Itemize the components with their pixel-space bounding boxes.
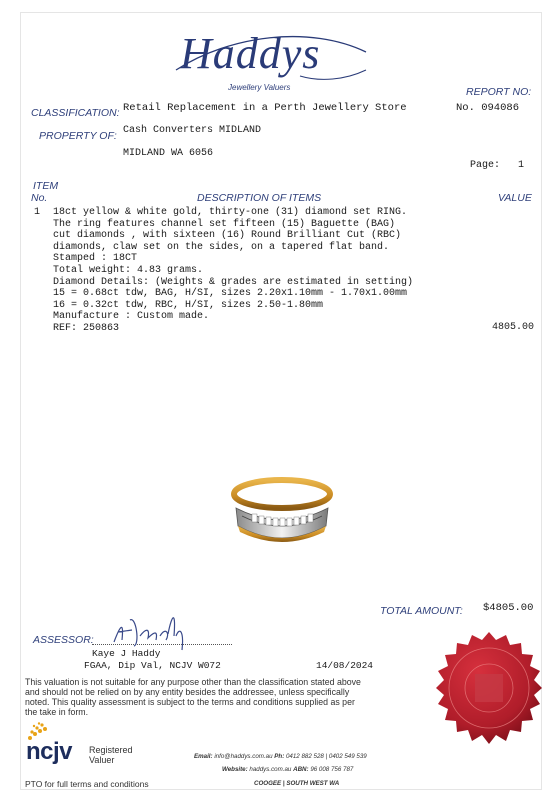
assessment-date: 14/08/2024 — [316, 660, 374, 671]
email-label: Email: — [194, 753, 213, 760]
disclaimer-line: and should not be relied on by any entity besides the addressee, unless specifically — [25, 687, 350, 697]
brand-tagline: Jewellery Valuers — [228, 83, 291, 92]
email-link[interactable]: info@haddys.com.au — [214, 753, 273, 760]
phone-number: 0412 882 528 | 0402 549 539 — [285, 753, 367, 760]
total-label: TOTAL AMOUNT: — [380, 605, 463, 617]
report-number: No. 094086 — [456, 102, 520, 114]
brand-logo: Haddys — [180, 29, 321, 78]
page-number: 1 — [518, 160, 525, 171]
item-line: diamonds, claw set on the sides, on a tapered flat band. — [53, 241, 390, 253]
item-line: cut diamonds , with sixteen (16) Round Brilliant Cut (RBC) — [53, 230, 402, 242]
item-line: REF: 250863 — [53, 322, 120, 334]
classification-label: CLASSIFICATION: — [31, 107, 120, 119]
pto-note: PTO for full terms and conditions — [25, 779, 149, 789]
property-line1: Cash Converters MIDLAND — [123, 125, 262, 136]
item-line: Total weight: 4.83 grams. — [53, 264, 204, 276]
contact-line2 — [222, 766, 353, 773]
item-line: Stamped : 18CT — [53, 253, 138, 265]
classification-value: Retail Replacement in a Perth Jewellery Store — [123, 102, 407, 114]
disclaimer-line: noted. This quality assessment is subject to the terms and conditions supplied as per — [25, 697, 355, 707]
item-number: 1 — [34, 207, 41, 218]
item-line: 18ct yellow & white gold, thirty-one (31) diamond set RING. — [53, 207, 408, 218]
column-description: DESCRIPTION OF ITEMS — [197, 192, 322, 204]
abn-label: ABN: — [293, 766, 309, 773]
ncjv-logo: ncjv — [26, 738, 73, 765]
ring-photo — [222, 470, 342, 552]
item-value: 4805.00 — [492, 322, 535, 333]
assessor-name: Kaye J Haddy — [92, 648, 161, 659]
disclaimer-line: This valuation is not suitable for any purpose other than the classification stated above — [25, 677, 361, 687]
phone-label: Ph: — [274, 753, 285, 760]
ncjv-registered-valuer — [89, 745, 133, 765]
assessor-label: ASSESSOR: — [33, 634, 94, 646]
website-link[interactable]: haddys.com.au — [249, 766, 292, 773]
item-line: Diamond Details: (Weights & grades are estimated in setting) — [53, 276, 414, 288]
item-line: 15 = 0.68ct tdw, BAG, H/SI, sizes 2.20x1.10mm - 1.70x1.00mm — [53, 288, 408, 300]
abn-number: 96 008 756 787 — [310, 766, 354, 773]
disclaimer — [25, 677, 361, 717]
ncjv-line1: Registered — [89, 745, 133, 755]
page-label: Page: — [470, 160, 501, 171]
disclaimer-line: the take in form. — [25, 707, 89, 717]
item-line: 16 = 0.32ct tdw, RBC, H/SI, sizes 2.50-1.80mm — [53, 299, 324, 311]
item-line: Manufacture : Custom made. — [53, 311, 210, 323]
contact-line1 — [194, 753, 367, 760]
assessor-credentials: FGAA, Dip Val, NCJV W072 — [84, 660, 221, 671]
logo-swoosh-icon — [170, 30, 370, 86]
item-line: The ring features channel set fifteen (15) Baguette (BAG) — [53, 218, 396, 230]
location: COOGEE | SOUTH WEST WA — [254, 780, 340, 787]
wax-seal-icon — [428, 630, 550, 752]
ncjv-line2: Valuer — [89, 755, 115, 765]
column-value: VALUE — [498, 192, 532, 204]
report-no-label: REPORT NO: — [466, 86, 532, 98]
website-label: Website: — [222, 766, 248, 773]
item-description — [53, 207, 413, 335]
property-line2: MIDLAND WA 6056 — [123, 148, 214, 159]
total-value: $4805.00 — [483, 602, 534, 614]
property-label: PROPERTY OF: — [39, 130, 117, 142]
column-no: No. — [31, 192, 48, 204]
column-item: ITEM — [33, 180, 59, 192]
